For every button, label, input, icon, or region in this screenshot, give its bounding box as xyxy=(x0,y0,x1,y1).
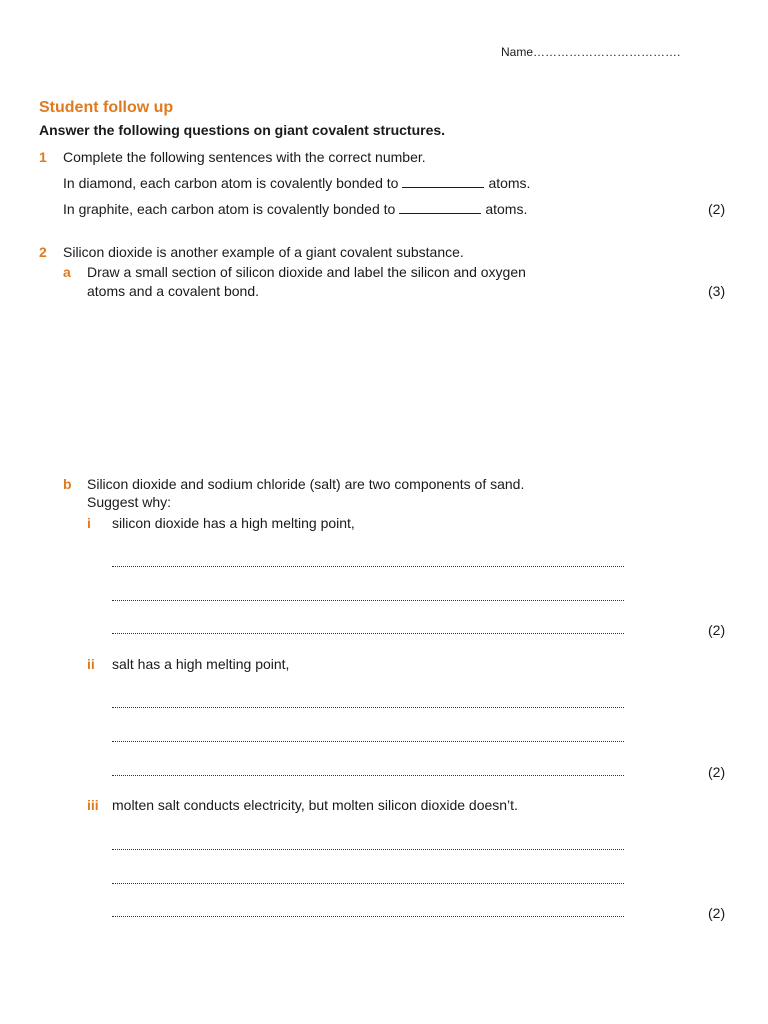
part-b-line-1: Silicon dioxide and sodium chloride (salt) are two components of sand. xyxy=(87,476,525,492)
answer-line[interactable] xyxy=(112,741,624,742)
part-b-iii-numeral: iii xyxy=(87,797,99,813)
answer-line[interactable] xyxy=(112,883,624,884)
question-1-diamond-line xyxy=(63,175,530,191)
question-1-marks: (2) xyxy=(708,201,726,217)
graphite-sentence-end: atoms. xyxy=(485,201,528,217)
part-a-line-1: Draw a small section of silicon dioxide and label the silicon and oxygen xyxy=(87,264,526,280)
question-2-number: 2 xyxy=(39,244,47,260)
part-b-iii-text: molten salt conducts electricity, but molten silicon dioxide doesn’t. xyxy=(112,797,518,813)
drawing-space[interactable] xyxy=(87,310,697,460)
question-1-prompt: Complete the following sentences with the correct number. xyxy=(63,149,426,165)
diamond-sentence-end: atoms. xyxy=(488,175,531,191)
name-field-label: Name………………………………. xyxy=(501,45,681,59)
part-a-line-2: atoms and a covalent bond. xyxy=(87,283,260,299)
answer-line[interactable] xyxy=(112,633,624,634)
answer-line[interactable] xyxy=(112,849,624,850)
diamond-sentence-start: In diamond, each carbon atom is covalently bonded to xyxy=(63,175,399,191)
question-1-graphite-line xyxy=(63,201,527,217)
part-a-marks: (3) xyxy=(708,283,726,299)
part-b-ii-numeral: ii xyxy=(87,656,95,672)
part-b-ii-marks: (2) xyxy=(708,764,726,780)
part-a-letter: a xyxy=(63,264,71,280)
answer-line[interactable] xyxy=(112,916,624,917)
graphite-sentence-start: In graphite, each carbon atom is covalently bonded to xyxy=(63,201,396,217)
graphite-answer-blank[interactable] xyxy=(399,201,481,214)
answer-line[interactable] xyxy=(112,600,624,601)
question-2-intro: Silicon dioxide is another example of a giant covalent substance. xyxy=(63,244,464,260)
part-b-iii-marks: (2) xyxy=(708,905,726,921)
question-1-number: 1 xyxy=(39,149,47,165)
instructions: Answer the following questions on giant covalent structures. xyxy=(39,122,446,138)
part-b-i-numeral: i xyxy=(87,515,91,531)
answer-line[interactable] xyxy=(112,707,624,708)
part-b-ii-text: salt has a high melting point, xyxy=(112,656,290,672)
part-b-i-text: silicon dioxide has a high melting point, xyxy=(112,515,355,531)
part-b-letter: b xyxy=(63,476,72,492)
part-b-line-2: Suggest why: xyxy=(87,494,172,510)
part-b-i-marks: (2) xyxy=(708,622,726,638)
diamond-answer-blank[interactable] xyxy=(402,175,484,188)
answer-line[interactable] xyxy=(112,775,624,776)
section-title: Student follow up xyxy=(39,99,174,116)
answer-line[interactable] xyxy=(112,566,624,567)
